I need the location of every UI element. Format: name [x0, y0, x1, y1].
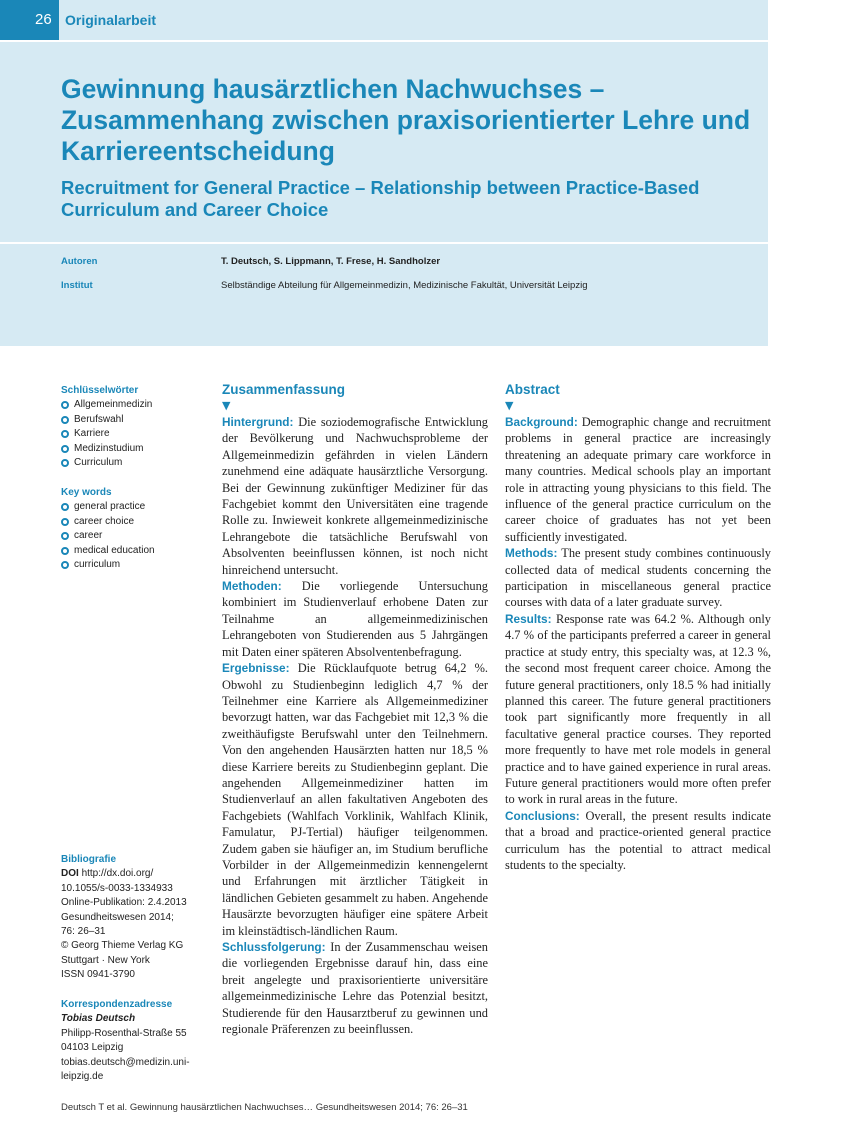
correspondence-name: Tobias Deutsch: [61, 1013, 136, 1025]
bullet-icon: [61, 547, 69, 555]
keywords-german: [61, 384, 206, 470]
bullet-icon: [61, 445, 69, 453]
hintergrund-paragraph: Hintergrund: Die soziodemografische Entwicklung der Bevölkerung und Nachwuchsprobleme der Allgemeinmedizin gefährden in vielen Ländern zunehmend eine adäquate hausärztliche Versorgung. Bei der Gewinnung zukünftiger Mediziner für das Fachgebiet kommt den Universitäten eine tragende Rolle zu. Inwieweit konkrete allgemeinmedizinische Lehrangebote die tatsächliche Berufswahl von Absolventen beeinflussen können, ist noch nicht hinreichend untersucht.: [222, 415, 488, 577]
authors: T. Deutsch, S. Lippmann, T. Frese, H. Sandholzer: [221, 256, 441, 267]
page-number: 26: [0, 0, 59, 40]
title-german: Gewinnung hausärztlichen Nachwuchses – Zusammenhang zwischen praxisorientierter Lehre und Karriereentscheidung: [61, 74, 751, 166]
section-label: Originalarbeit: [65, 12, 157, 28]
bullet-icon: [61, 430, 69, 438]
volume-pages: 76: 26–31: [61, 926, 106, 938]
conclusions-paragraph: Conclusions: Overall, the present results indicate that a broad and practice-oriented general practice curriculum has the potential to attract medical students to the specialty.: [505, 808, 771, 872]
keyword-item: career choice: [61, 515, 206, 529]
bibliography: [61, 853, 206, 983]
bullet-icon: [61, 561, 69, 569]
bibliography-heading: Bibliografie: [61, 854, 117, 865]
correspondence-email[interactable]: tobias.deutsch@medizin.uni-: [61, 1056, 190, 1068]
correspondence-heading: Korrespondenzadresse: [61, 999, 173, 1010]
correspondence-city: 04103 Leipzig: [61, 1042, 124, 1054]
keyword-item: Berufswahl: [61, 413, 206, 427]
keywords-english-heading: Key words: [61, 487, 112, 498]
correspondence-street: Philipp-Rosenthal-Straße 55: [61, 1027, 187, 1039]
keyword-item: Allgemeinmedizin: [61, 398, 206, 412]
background-paragraph: Background: Demographic change and recruitment problems in general practice are increasingly threatening an adequate primary care workforce in many countries. Medical schools play an important role in attracting young physicians to this field. The influence of the general practice curriculum on the career choice of graduates has not yet been sufficiently investigated.: [505, 415, 771, 544]
keyword-item: general practice: [61, 500, 206, 514]
triangle-down-icon: ▼: [505, 399, 514, 412]
keyword-item: Curriculum: [61, 456, 206, 470]
keyword-item: career: [61, 529, 206, 543]
keyword-item: Karriere: [61, 427, 206, 441]
institute: Selbständige Abteilung für Allgemeinmedizin, Medizinische Fakultät, Universität Leipzig: [221, 280, 588, 291]
bullet-icon: [61, 518, 69, 526]
keyword-item: medical education: [61, 544, 206, 558]
abstract-column: [505, 381, 771, 873]
abstract-heading: Abstract: [505, 382, 560, 397]
bullet-icon: [61, 532, 69, 540]
correspondence-email-cont[interactable]: leipzig.de: [61, 1071, 104, 1083]
online-publication: Online-Publikation: 2.4.2013: [61, 897, 187, 909]
triangle-down-icon: ▼: [222, 399, 231, 412]
keywords-german-heading: Schlüsselwörter: [61, 385, 139, 396]
ergebnisse-paragraph: Ergebnisse: Die Rücklaufquote betrug 64,2 %. Obwohl zu Studienbeginn lediglich 4,7 % der Teilnehmer eine Karriere als Allgemeinmediziner bevorzugt hatten, war das Fachgebiet mit 12,3 % die zweithäufigste Berufswahl unter den Teilnehmern. Von den angehenden Hausärzten hatten nur 18,5 % diese Karriere bereits zu Studienbeginn geplant. Die angehenden Allgemeinmediziner hatten im Studienverlauf an allen fakultativen Angeboten des Fachgebiets (Wahlfach Vorklinik, Wahlfach Klinik, Famulatur, PJ-Tertial) häufiger teilgenommen. Zudem gaben sie häufiger an, im Studium berufliche Vorbilder in der Allgemeinmedizin kennengelernt und Erfahrungen mit ärztlicher Tätigkeit in ländlichen Gebieten gesammelt zu haben. Angehende Hausärzte bevorzugten häufiger eine spätere Arbeit im kleinstädtisch-ländlichen Raum.: [222, 661, 489, 938]
results-paragraph: Results: Response rate was 64.2 %. Although only 4.7 % of the participants preferred a career in general practice at study entry, this specialty was, at 12.3 %, the second most frequent career choice. Among the future general practitioners, only 18.5 % had initially planned this career. The future general practitioners took part significantly more frequently in all facultative general practice courses. They reported more frequently to have met role models in general practice and to have gained experience in rural areas. Future general practitioners would more often prefer to work in rural areas in the future.: [505, 611, 771, 807]
keyword-item: Medizinstudium: [61, 442, 206, 456]
schlussfolgerung-paragraph: Schlussfolgerung: In der Zusammenschau weisen die vorliegenden Ergebnisse darauf hin, dass eine breit angelegte und praxisorientierte universitäre allgemeinmedizinische Lehre das Potenzial besitzt, Studierende für den Hausarztberuf zu gewinnen und regionale Präferenzen zu beeinflussen.: [222, 940, 488, 1037]
issn: ISSN 0941-3790: [61, 969, 135, 981]
bullet-icon: [61, 503, 69, 511]
bullet-icon: [61, 401, 69, 409]
methoden-paragraph: Methoden: Die vorliegende Untersuchung kombiniert im Studienverlauf erhobene Daten zur Teilnahme an allgemeinmedizinischen Lehrangeboten von Studierenden aus 5 Jahrgängen mit Daten einer späteren Absolventenbefragung.: [222, 579, 488, 659]
keywords-english: [61, 486, 206, 572]
doi-label: DOI: [61, 868, 79, 880]
publisher-location: Stuttgart · New York: [61, 954, 150, 966]
keyword-item: curriculum: [61, 558, 206, 572]
journal: Gesundheitswesen 2014;: [61, 911, 174, 923]
institute-label: Institut: [61, 280, 93, 291]
zusammenfassung-heading: Zusammenfassung: [222, 382, 346, 397]
bullet-icon: [61, 416, 69, 424]
title-english: Recruitment for General Practice – Relationship between Practice-Based Curriculum and Career Choice: [61, 177, 700, 220]
methods-paragraph: Methods: The present study combines continuously collected data of medical students concerning the participation in miscellaneous general practice courses with data of a later graduate survey.: [505, 546, 771, 610]
doi-link[interactable]: http://dx.doi.org/: [81, 868, 154, 880]
correspondence: [61, 998, 206, 1084]
publisher: © Georg Thieme Verlag KG: [61, 940, 184, 952]
page-footer: Deutsch T et al. Gewinnung hausärztlichen Nachwuchses… Gesundheitswesen 2014; 76: 26–31: [61, 1102, 468, 1113]
bullet-icon: [61, 459, 69, 467]
authors-label: Autoren: [61, 256, 98, 267]
doi-value: 10.1055/s-0033-1334933: [61, 882, 173, 894]
zusammenfassung-column: [222, 381, 488, 1037]
